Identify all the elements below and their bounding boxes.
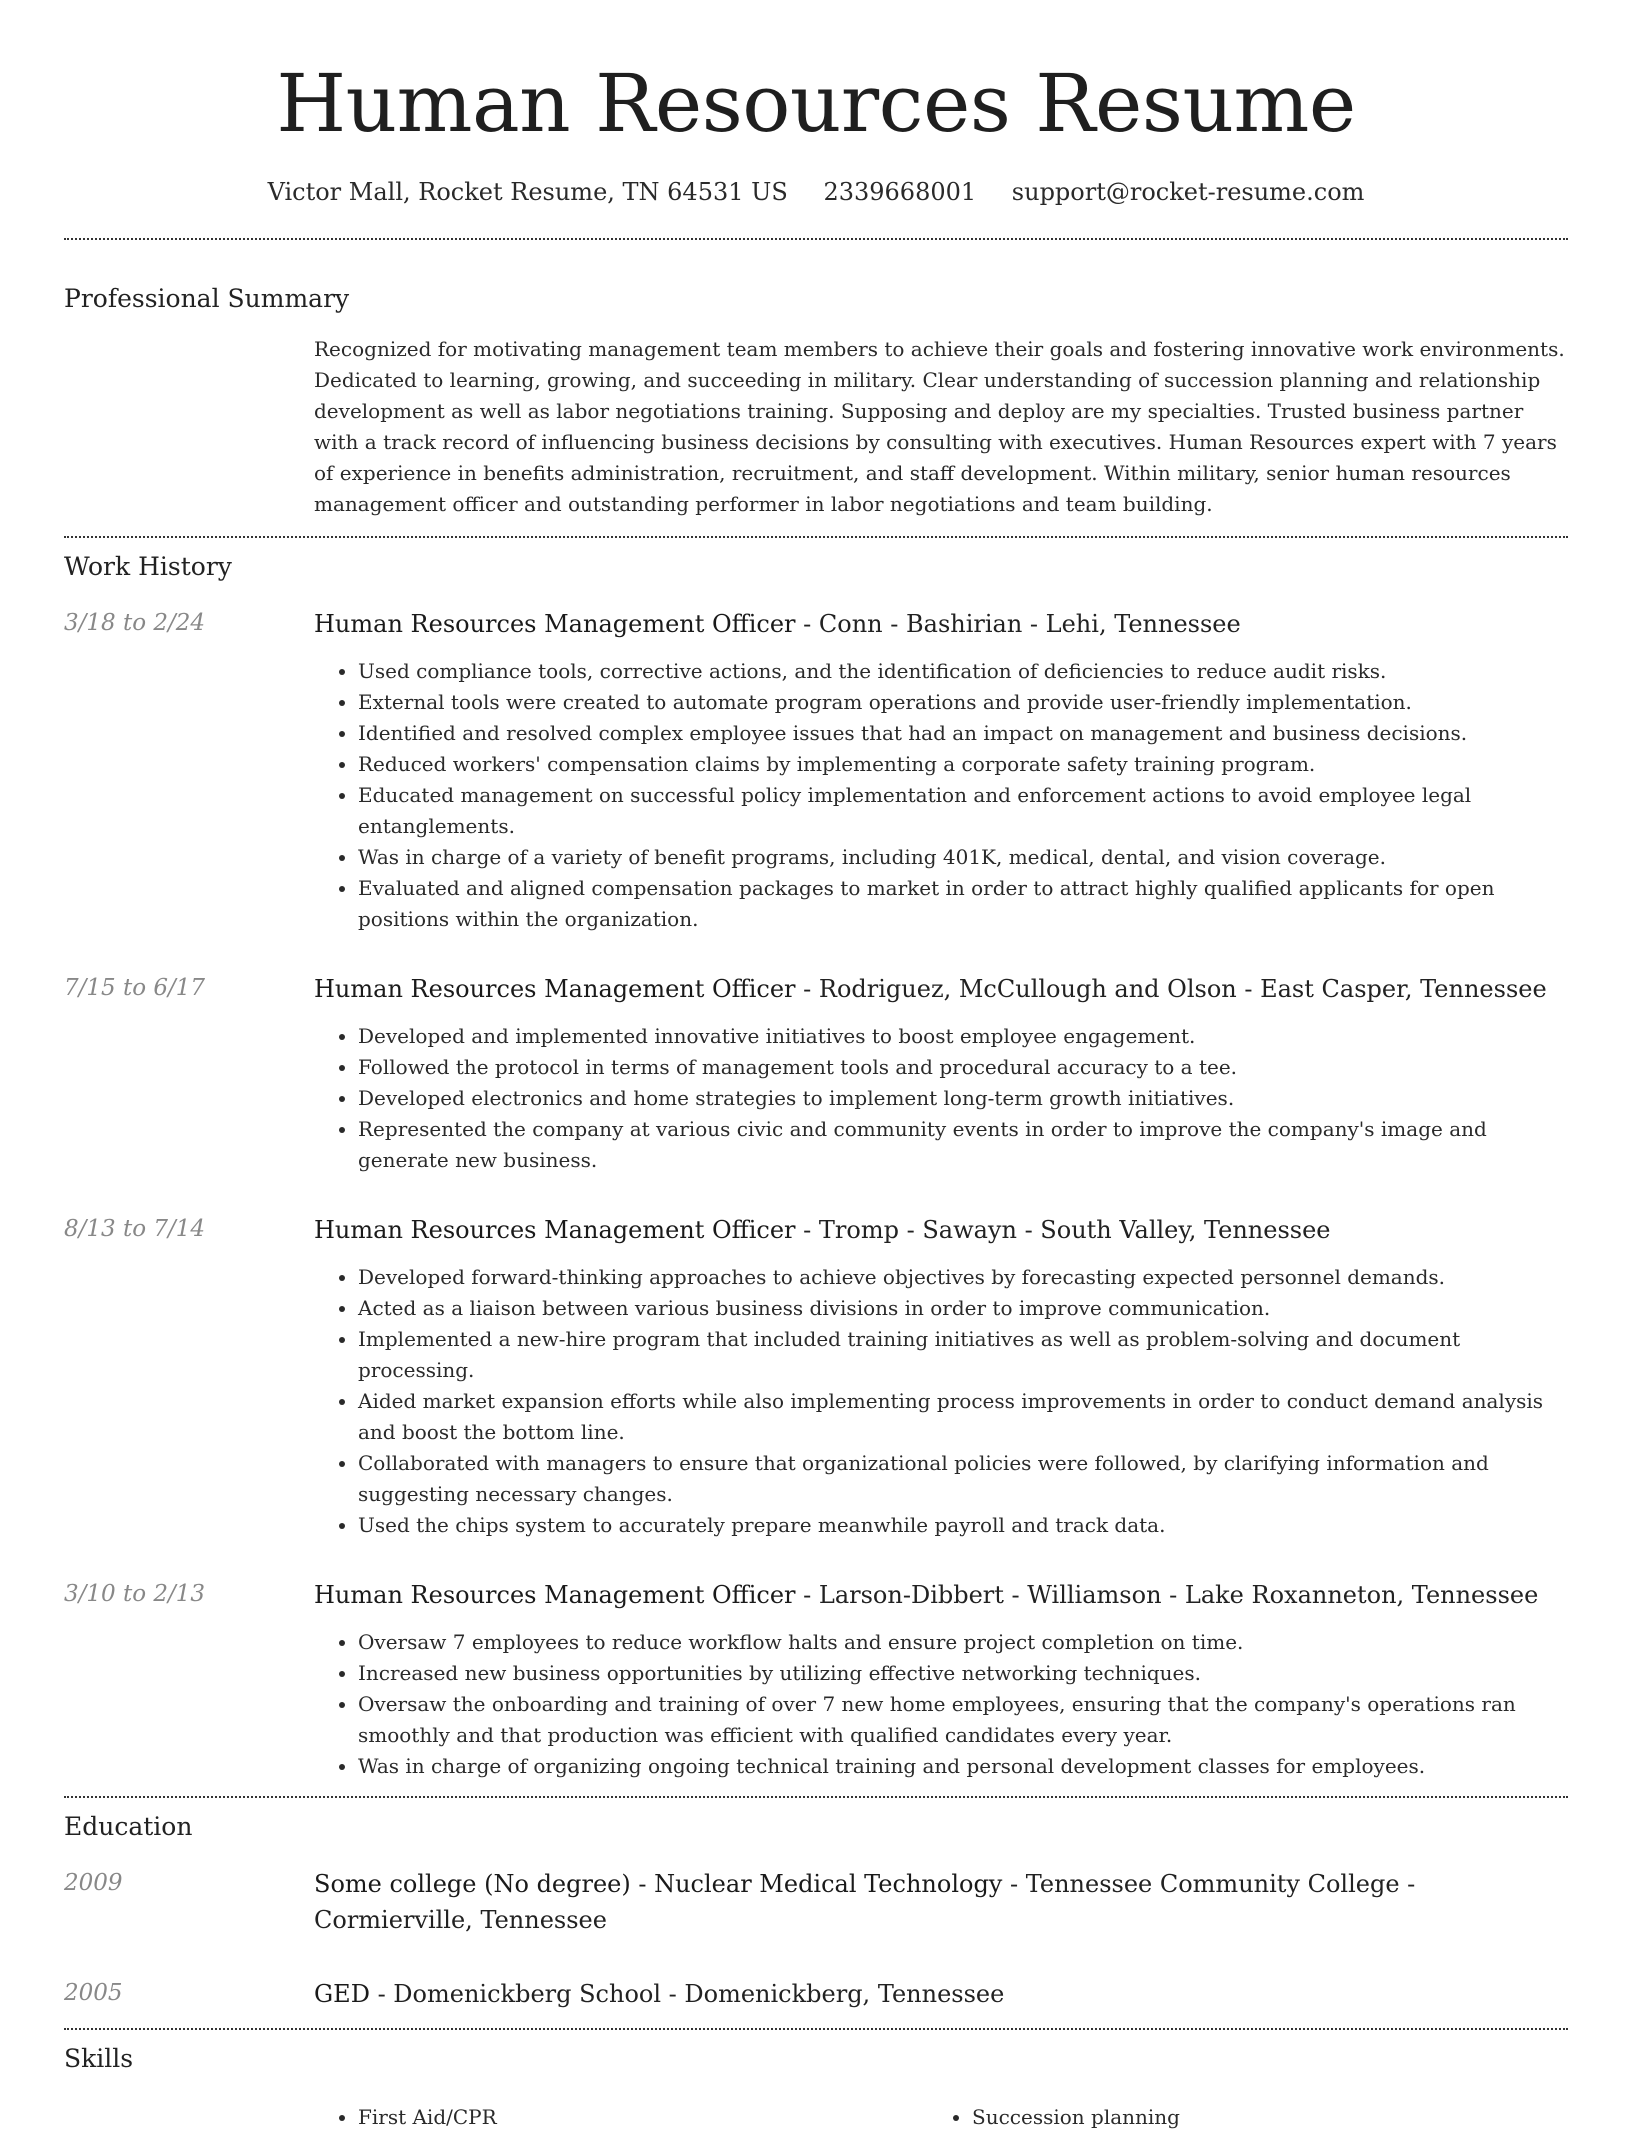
job-details: - Tromp - Sawayn - South Valley, Tennessee — [795, 1216, 1331, 1244]
job-title: Human Resources Management Officer — [314, 1216, 796, 1244]
education-section — [64, 1810, 1568, 2012]
job-details: - Conn - Bashirian - Lehi, Tennessee — [795, 610, 1241, 638]
education-heading-line — [314, 1866, 1568, 1938]
list-item: • Implemented a new-hire program that included training initiatives as well as problem-solving and document processing. — [358, 1324, 1568, 1386]
list-item: • Aided market expansion efforts while also implementing process improvements in order to conduct demand analysis and boost the bottom line. — [358, 1386, 1568, 1448]
job-title: Human Resources Management Officer — [314, 975, 796, 1003]
job-body — [314, 1577, 1568, 1782]
job-heading — [314, 606, 1568, 642]
list-item: • Was in charge of organizing ongoing technical training and personal development classes for employees. — [358, 1751, 1568, 1782]
skills-list-left — [314, 2102, 928, 2133]
education-degree: GED — [314, 1980, 370, 2008]
skill-item: • First Aid/CPR — [358, 2102, 928, 2133]
summary-heading: Professional Summary — [64, 284, 350, 313]
list-item: • External tools were created to automate program operations and provide user-friendly implementation. — [358, 687, 1568, 718]
education-details: - Domenickberg School - Domenickberg, Tennessee — [369, 1980, 1005, 2008]
job-bullets — [314, 1021, 1568, 1176]
list-item: • Was in charge of a variety of benefit programs, including 401K, medical, dental, and vision coverage. — [358, 842, 1568, 873]
list-item: • Used compliance tools, corrective actions, and the identification of deficiencies to reduce audit risks. — [358, 656, 1568, 687]
contact-email: support@rocket-resume.com — [1011, 178, 1365, 206]
job-dates: 3/18 to 2/24 — [64, 610, 206, 636]
education-degree: Some college (No degree) - Nuclear Medical Technology — [314, 1870, 1003, 1898]
job-heading — [314, 1212, 1568, 1248]
education-entry — [64, 1976, 1568, 2012]
job-entry — [64, 971, 1568, 1176]
job-heading — [314, 971, 1568, 1007]
list-item: • Identified and resolved complex employee issues that had an impact on management and business decisions. — [358, 718, 1568, 749]
list-item: • Oversaw 7 employees to reduce workflow halts and ensure project completion on time. — [358, 1627, 1568, 1658]
contact-phone: 2339668001 — [823, 178, 977, 206]
job-bullets — [314, 656, 1568, 935]
skill-item: • Succession planning — [972, 2102, 1542, 2133]
list-item: • Educated management on successful policy implementation and enforcement actions to avoid employee legal entanglements. — [358, 780, 1568, 842]
list-item: • Oversaw the onboarding and training of over 7 new home employees, ensuring that the company's operations ran smoothly and that production was efficient with qualified candidates every year. — [358, 1689, 1568, 1751]
summary-text: Recognized for motivating management team members to achieve their goals and fostering innovative work environments. Dedicated to learning, growing, and succeeding in military. Clear understanding of succession planning and relationship development as well as labor negotiations training. Supposing and deploy are my specialties. Trusted business partner with a track record of influencing business decisions by consulting with executives. Human Resources expert with 7 years of experience in benefits administration, recruitment, and staff development. Within military, senior human resources management officer and outstanding performer in labor negotiations and team building. — [314, 337, 1565, 516]
section-divider — [64, 1796, 1568, 1798]
job-bullets — [314, 1627, 1568, 1782]
list-item: • Developed electronics and home strategies to implement long-term growth initiatives. — [358, 1083, 1568, 1114]
job-details: - Rodriguez, McCullough and Olson - East Casper, Tennessee — [795, 975, 1547, 1003]
skills-heading: Skills — [64, 2044, 134, 2073]
job-heading — [314, 1577, 1568, 1613]
education-heading-line — [314, 1976, 1568, 2012]
list-item: • Acted as a liaison between various business divisions in order to improve communication. — [358, 1293, 1568, 1324]
job-body — [314, 606, 1568, 935]
job-title: Human Resources Management Officer — [314, 1581, 796, 1609]
job-dates: 7/15 to 6/17 — [64, 975, 206, 1001]
list-item: • Increased new business opportunities by utilizing effective networking techniques. — [358, 1658, 1568, 1689]
skills-columns — [314, 2102, 1568, 2133]
job-bullets — [314, 1262, 1568, 1541]
section-divider — [64, 238, 1568, 240]
list-item: • Developed forward-thinking approaches to achieve objectives by forecasting expected personnel demands. — [358, 1262, 1568, 1293]
job-body — [314, 1212, 1568, 1541]
list-item: • Reduced workers' compensation claims by implementing a corporate safety training program. — [358, 749, 1568, 780]
list-item: • Followed the protocol in terms of management tools and procedural accuracy to a tee. — [358, 1052, 1568, 1083]
work-history-section — [64, 550, 1568, 1782]
list-item: • Developed and implemented innovative initiatives to boost employee engagement. — [358, 1021, 1568, 1052]
job-entry — [64, 1577, 1568, 1782]
section-divider — [64, 2028, 1568, 2030]
list-item: • Collaborated with managers to ensure that organizational policies were followed, by clarifying information and suggesting necessary changes. — [358, 1448, 1568, 1510]
job-details: - Larson-Dibbert - Williamson - Lake Roxanneton, Tennessee — [795, 1581, 1539, 1609]
job-entry — [64, 606, 1568, 935]
section-divider — [64, 536, 1568, 538]
education-heading: Education — [64, 1812, 193, 1841]
list-item: • Used the chips system to accurately prepare meanwhile payroll and track data. — [358, 1510, 1568, 1541]
job-dates: 3/10 to 2/13 — [64, 1581, 206, 1607]
list-item: • Evaluated and aligned compensation packages to market in order to attract highly qualified applicants for open positions within the organization. — [358, 873, 1568, 935]
contact-line — [64, 176, 1568, 208]
resume-page — [64, 0, 1568, 2133]
education-details: - Tennessee Community College - Cormierville, Tennessee — [314, 1870, 1416, 1934]
skills-section — [64, 2042, 1568, 2133]
summary-section — [64, 282, 1568, 520]
job-entry — [64, 1212, 1568, 1541]
resume-title: Human Resources Resume — [276, 57, 1356, 150]
job-body — [314, 971, 1568, 1176]
education-year: 2009 — [64, 1870, 123, 1896]
contact-address: Victor Mall, Rocket Resume, TN 64531 US — [267, 178, 788, 206]
education-entry — [64, 1866, 1568, 1938]
skills-list-right — [928, 2102, 1542, 2133]
list-item: • Represented the company at various civic and community events in order to improve the company's image and generate new business. — [358, 1114, 1568, 1176]
education-year: 2005 — [64, 1980, 123, 2006]
job-dates: 8/13 to 7/14 — [64, 1216, 206, 1242]
work-history-heading: Work History — [64, 552, 232, 581]
job-title: Human Resources Management Officer — [314, 610, 796, 638]
